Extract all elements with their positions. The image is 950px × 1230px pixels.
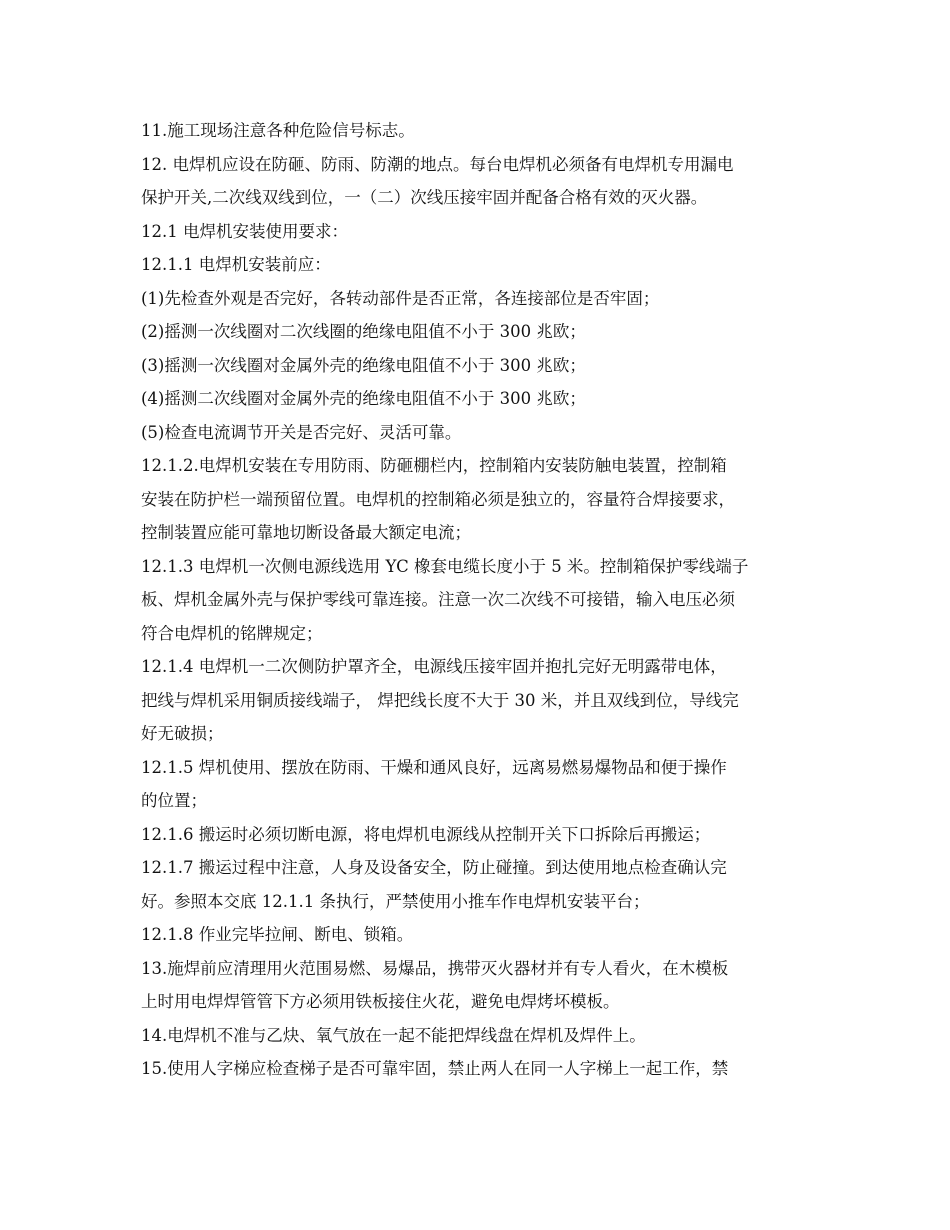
text-line: 上时用电焊焊管管下方必须用铁板接住火花，避免电焊烤坏模板。 [141,992,620,1011]
text-line: 12.1.1 电焊机安装前应： [141,255,331,274]
text-line: (3)摇测一次线圈对金属外壳的绝缘电阻值不小于 300 兆欧； [141,355,586,375]
text-line: 符合电焊机的铭牌规定； [141,623,323,643]
text-line: 好。参照本交底 12.1.1 条执行，严禁使用小推车作电焊机安装平台； [141,891,650,911]
text-line: 保护开关,二次线双线到位，一（二）次线压接牢固并配备合格有效的灭火器。 [141,188,708,207]
text-line: 好无破损； [141,724,224,743]
text-line: 安装在防护栏一端预留位置。电焊机的控制箱必须是独立的，容量符合焊接要求， [141,489,735,509]
text-line: 12.1.2.电焊机安装在专用防雨、防砸棚栏内，控制箱内安装防触电装置，控制箱 [141,456,727,475]
text-line: 11.施工现场注意各种危险信号标志。 [141,121,415,140]
text-line: 12.1.3 电焊机一次侧电源线选用 YC 橡套电缆长度小于 5 米。控制箱保护零线端子 [141,556,749,576]
text-line: 15.使用人字梯应检查梯子是否可靠牢固，禁止两人在同一人字梯上一起工作，禁 [141,1059,729,1078]
text-line: (2)摇测一次线圈对二次线圈的绝缘电阻值不小于 300 兆欧； [141,322,586,341]
text-line: 的位置； [141,791,207,810]
text-line: 12.1.6 搬运时必须切断电源，将电焊机电源线从控制开关下口拆除后再搬运； [141,824,711,844]
text-line: 12.1.4 电焊机一二次侧防护罩齐全，电源线压接牢固并抱扎完好无明露带电体， [141,657,727,676]
text-line: 12.1 电焊机安装使用要求： [141,221,348,241]
text-line: 12.1.7 搬运过程中注意，人身及设备安全，防止碰撞。到达使用地点检查确认完 [141,858,727,877]
text-line: 12.1.8 作业完毕拉闸、断电、锁箱。 [141,925,414,944]
text-line: (1)先检查外观是否完好，各转动部件是否正常，各连接部位是否牢固； [141,288,660,308]
text-line: 12.1.5 焊机使用、摆放在防雨、干燥和通风良好，远离易燃易爆物品和便于操作 [141,757,727,777]
text-line: 14.电焊机不准与乙炔、氧气放在一起不能把焊线盘在焊机及焊件上。 [141,1025,646,1045]
text-line: 12. 电焊机应设在防砸、防雨、防潮的地点。每台电焊机必须备有电焊机专用漏电 [141,154,734,174]
text-line: (5)检查电流调节开关是否完好、灵活可靠。 [141,422,462,442]
document-body [141,114,817,1086]
text-line: 控制装置应能可靠地切断设备最大额定电流； [141,523,471,542]
text-line: (4)摇测二次线圈对金属外壳的绝缘电阻值不小于 300 兆欧； [141,389,586,408]
text-line: 13.施焊前应清理用火范围易燃、易爆品，携带灭火器材并有专人看火，在木模板 [141,958,729,978]
text-line: 板、焊机金属外壳与保护零线可靠连接。注意一次二次线不可接错，输入电压必须 [141,590,735,609]
text-line: 把线与焊机采用铜质接线端子， 焊把线长度不大于 30 米，并且双线到位，导线完 [141,690,739,710]
